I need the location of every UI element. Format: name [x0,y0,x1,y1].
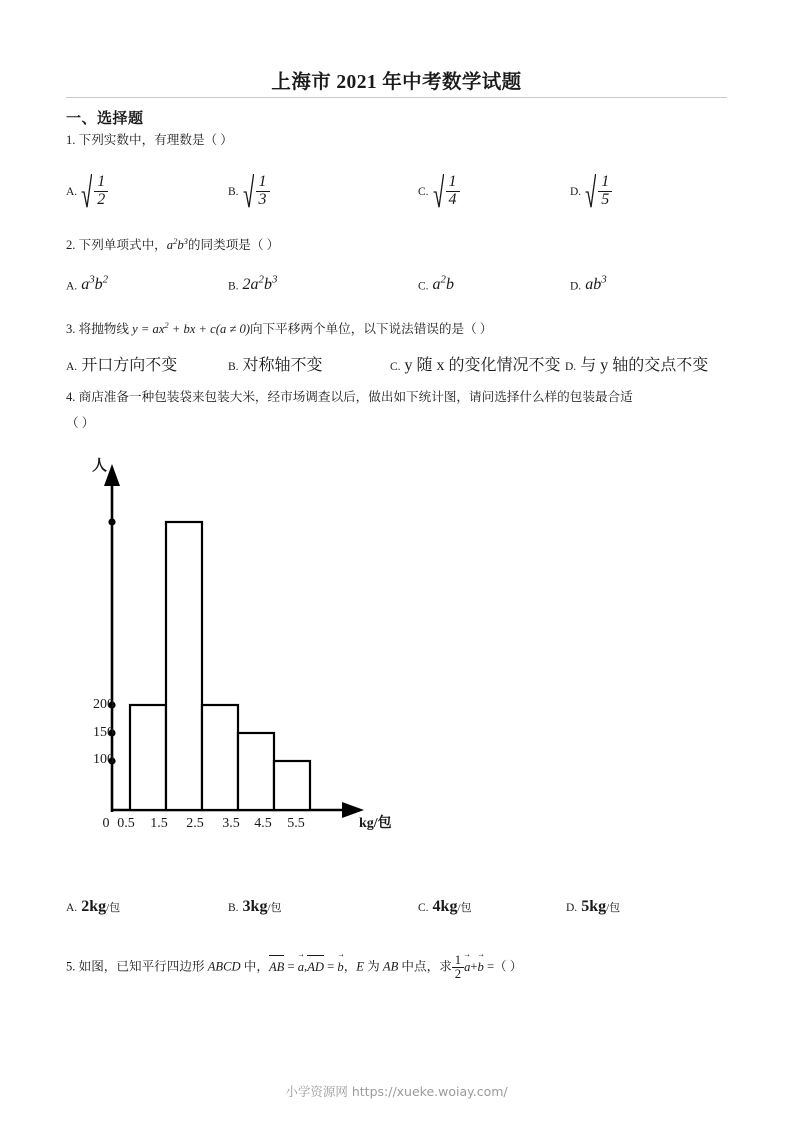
section-heading: 一、选择题 [66,111,144,127]
bar-1.5-2.5 [166,522,202,810]
q5-vector-b: → b [478,957,484,976]
q5-parallelogram-name: ABCD [207,959,241,974]
page-title: 上海市 2021 年中考数学试题 [271,72,522,93]
option-label: A. [66,280,78,293]
y-tick-dot-top [108,518,115,525]
q5-part-5: 中点，求 [398,959,452,974]
radical-icon [243,174,254,209]
radical-icon [433,174,444,209]
option-label: B. [228,902,239,914]
vector-ab: AB [268,959,285,974]
question-2-option-d[interactable] [570,274,607,294]
option-unit: kg [440,898,458,915]
vector-a: → a [298,957,304,976]
vector-ad: AD [307,959,324,974]
title-divider [66,97,727,98]
question-2-text-post: 的同类项是（ ） [187,238,280,253]
x-tick-label-0: 0 [102,816,110,831]
x-tick-label-2.5: 2.5 [186,816,204,831]
question-4-text: 商店准备一种包装袋来包装大米，经市场调查以后，做出如下统计图，请问选择什么样的包装最合适 [78,390,633,404]
y-tick-label-150: 150 [93,725,114,740]
question-2-stem [66,232,279,254]
q5-part-4: 为 [363,959,383,974]
option-label: B. [228,185,239,198]
y-tick-label-100: 100 [93,752,114,767]
fraction-numerator: 1 [97,173,106,190]
option-suffix: /包 [457,902,472,914]
vector-b: → b [337,957,343,976]
q5-part-2: 中， [240,959,269,974]
bar-4.5-5.5 [274,761,310,810]
option-text: y 随 x 的变化情况不变 [404,357,561,374]
q5-plus: + [470,959,478,974]
q5-point-e: E [356,959,364,974]
fraction [446,174,460,209]
question-4-stem-line-2: （ ） [66,416,95,430]
option-suffix: /包 [267,902,282,914]
sqrt-expression [585,174,612,209]
option-text: 与 y 轴的交点不变 [580,357,709,374]
question-1-option-c[interactable] [418,174,460,209]
x-tick-label-5.5: 5.5 [287,816,305,831]
q5-comma: , [304,959,308,974]
option-value: 4 [432,898,441,915]
option-label: A. [66,361,78,373]
question-3-option-d[interactable] [565,352,708,375]
sqrt-expression [81,174,108,209]
histogram-plot [70,452,430,832]
fraction-denominator: 2 [452,967,464,981]
fraction-denominator: 4 [446,191,460,209]
question-1-option-d[interactable] [570,174,612,209]
option-label: A. [66,185,78,198]
q5-part-1: 如图，已知平行四边形 [78,959,208,974]
option-label: C. [390,361,401,373]
option-expression: $ab^3$ [585,274,607,294]
radical-icon [81,174,92,209]
option-expression: $2a^2b^3$ [242,274,278,294]
option-label: D. [565,361,577,373]
sqrt-expression [433,174,460,209]
option-label: C. [418,902,429,914]
question-2-number: 2. [66,238,76,253]
option-label: B. [228,361,239,373]
q5-vector-a: → a [464,957,470,976]
question-5-number: 5. [66,959,76,974]
question-3-text-pre: 将抛物线 [78,322,133,337]
fraction-denominator: 5 [598,191,612,209]
question-4-option-b[interactable] [228,898,282,916]
question-3-stem [66,316,492,338]
question-1-text: 下列实数中，有理数是（ ） [78,133,233,147]
q5-part-6: =（ ） [483,959,523,974]
option-label: C. [418,185,429,198]
option-unit: kg [589,898,607,915]
option-label: D. [570,185,582,198]
x-tick-label-0.5: 0.5 [117,816,135,831]
expr-b-exponent: 3 [183,236,188,246]
question-1-option-a[interactable] [66,174,108,209]
fraction [256,174,270,209]
option-expression: $a^2b$ [432,274,454,294]
option-unit: kg [250,898,268,915]
expr-a-exponent: 2 [173,236,178,246]
q5-eq-1: = [284,959,298,974]
fraction-numerator: 1 [448,173,457,190]
question-3-option-a[interactable] [66,352,177,375]
question-2-text-pre: 下列单项式中， [78,238,167,253]
rice-package-histogram [70,452,430,872]
parabola-formula: $y = ax^2$ + bx + c(a ≠ 0) [132,320,250,337]
q5-segment-ab: AB [382,959,399,974]
fraction [94,174,108,209]
option-label: C. [418,280,429,293]
question-1-number: 1. [66,133,76,147]
question-1-stem [66,131,233,149]
x-tick-label-1.5: 1.5 [150,816,168,831]
option-label: A. [66,902,78,914]
fraction [598,174,612,209]
question-4-option-d[interactable] [566,898,620,916]
question-3-option-c[interactable] [390,352,561,375]
x-tick-label-3.5: 3.5 [222,816,240,831]
question-4-stem-line-1 [66,388,633,406]
option-text: 对称轴不变 [242,357,323,374]
question-2-option-c[interactable] [418,274,454,294]
bar-3.5-4.5 [238,733,274,810]
question-4-option-a[interactable] [66,898,120,916]
question-3-number: 3. [66,322,76,337]
option-suffix: /包 [106,902,121,914]
fraction-denominator: 3 [256,191,270,209]
option-value: 5 [581,898,590,915]
option-expression: $a^3b^2$ [81,274,109,294]
expr-b: b [177,238,184,253]
question-1-option-b[interactable] [228,174,270,209]
y-axis-label: 人 [92,458,108,474]
bar-2.5-3.5 [202,705,238,810]
option-label: D. [570,280,582,293]
fraction-numerator: 1 [454,953,462,967]
option-label: D. [566,902,578,914]
fraction-numerator: 1 [258,173,267,190]
question-2-option-b[interactable] [228,274,277,294]
option-unit: kg [89,898,107,915]
x-tick-label-4.5: 4.5 [254,816,272,831]
radical-icon [585,174,596,209]
question-4-number: 4. [66,390,76,404]
question-2-option-a[interactable] [66,274,108,294]
expr-a: a [166,238,174,253]
question-4-option-c[interactable] [418,898,472,916]
option-suffix: /包 [606,902,621,914]
option-label: B. [228,280,239,293]
q5-part-3: ， [343,959,357,974]
site-watermark: 小学资源网 https://xueke.woiay.com/ [285,1084,508,1099]
option-value: 3 [242,898,251,915]
fraction-numerator: 1 [601,173,610,190]
x-axis-label: kg/包 [359,816,392,831]
question-5-stem [66,954,522,981]
option-value: 2 [81,898,90,915]
sqrt-expression [243,174,270,209]
bar-0.5-1.5 [130,705,166,810]
y-tick-label-200: 200 [93,697,114,712]
question-3-option-b[interactable] [228,352,323,375]
question-3-text-post: 向下平移两个单位，以下说法错误的是（ ） [249,322,493,337]
fraction-denominator: 2 [94,191,108,209]
q5-eq-2: = [323,959,338,974]
option-text: 开口方向不变 [81,357,178,374]
